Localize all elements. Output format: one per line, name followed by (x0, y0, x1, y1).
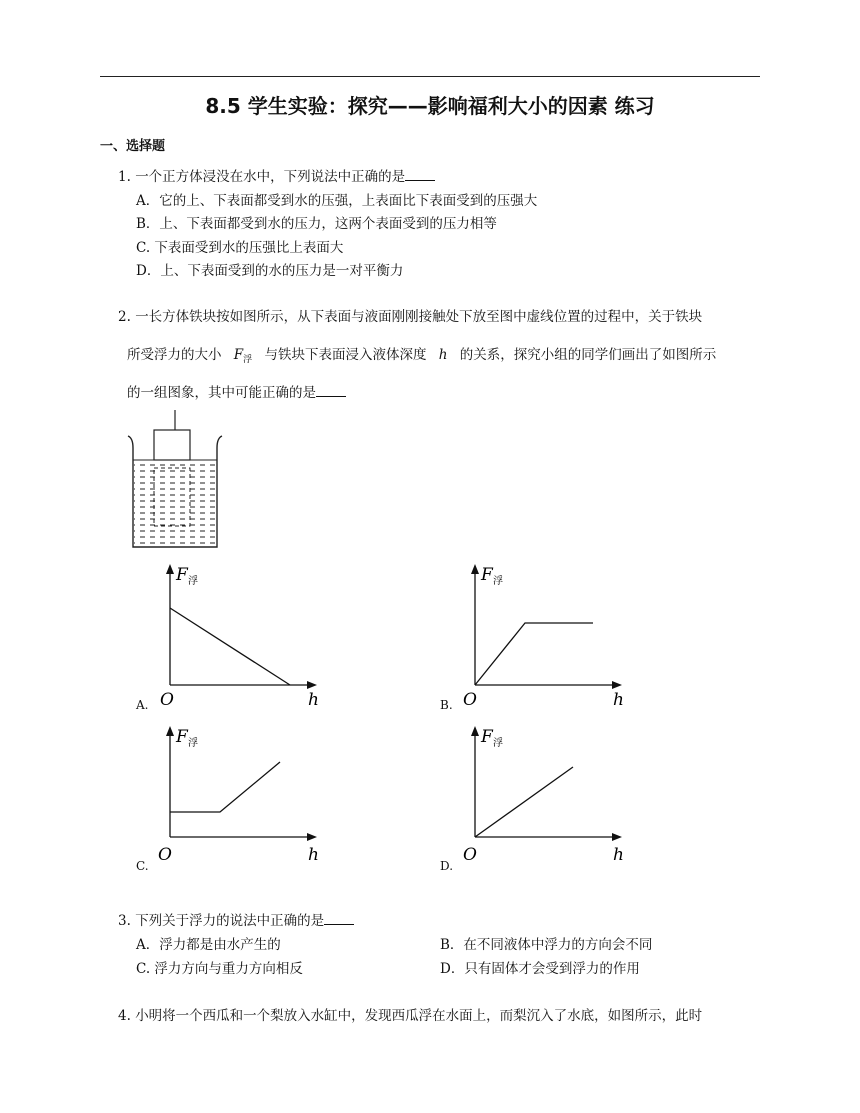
axis-x-label: h (613, 690, 624, 710)
graph-c[interactable] (150, 722, 330, 872)
graph-b-letter: B. (440, 698, 453, 712)
svg-text:浮: 浮 (493, 738, 503, 749)
graph-a[interactable] (150, 560, 330, 710)
svg-text:浮: 浮 (493, 576, 503, 587)
question-text: 的关系，探究小组的同学们画出了如图所示 (459, 347, 717, 363)
graph-b[interactable] (455, 560, 635, 710)
answer-blank[interactable] (405, 168, 435, 181)
origin-label: O (160, 690, 174, 710)
origin-label: O (463, 845, 477, 865)
svg-text:浮: 浮 (188, 738, 198, 749)
option-d: D．只有固体才会受到浮力的作用 (440, 961, 640, 977)
option-a: A．浮力都是由水产生的 (136, 937, 281, 953)
origin-label: O (463, 690, 477, 710)
option-c: C. 浮力方向与重力方向相反 (136, 961, 303, 977)
axis-x-label: h (308, 845, 319, 865)
axis-y-label: F (176, 727, 188, 747)
origin-label: O (158, 845, 172, 865)
graph-d[interactable] (455, 722, 635, 872)
question-number: 2. (118, 309, 131, 325)
question-1-stem (118, 165, 435, 185)
question-2-line3 (127, 381, 346, 401)
question-number: 1. (118, 169, 131, 185)
buoyancy-symbol: $F_浮$ (233, 347, 253, 365)
answer-blank[interactable] (316, 384, 346, 397)
question-2-line2 (127, 343, 716, 365)
axis-y-label: F (481, 727, 493, 747)
option-d: D．上、下表面受到的水的压力是一对平衡力 (136, 263, 404, 279)
question-number: 3. (118, 913, 131, 929)
question-text: 一个正方体浸没在水中，下列说法中正确的是 (135, 169, 406, 185)
header-rule (100, 76, 760, 77)
axis-y-label: F (176, 565, 188, 585)
question-text: 与铁块下表面浸入液体深度 (264, 347, 427, 363)
axis-x-label: h (613, 845, 624, 865)
depth-symbol: h (438, 347, 448, 363)
question-number: 4. (118, 1008, 131, 1024)
question-text: 下列关于浮力的说法中正确的是 (135, 913, 325, 929)
answer-blank[interactable] (324, 912, 354, 925)
svg-text:浮: 浮 (188, 576, 198, 587)
graph-a-letter: A. (136, 698, 149, 712)
option-b: B．上、下表面都受到水的压力，这两个表面受到的压力相等 (136, 216, 497, 232)
question-text: 小明将一个西瓜和一个梨放入水缸中，发现西瓜浮在水面上，而梨沉入了水底，如图所示，此时 (135, 1008, 703, 1024)
question-2-line1 (118, 305, 702, 325)
graph-c-letter: C. (136, 859, 149, 873)
option-c: C. 下表面受到水的压强比上表面大 (136, 240, 344, 256)
section-heading: 一、选择题 (100, 139, 166, 154)
option-b: B．在不同液体中浮力的方向会不同 (440, 937, 653, 953)
graph-d-letter: D. (440, 859, 454, 873)
beaker-diagram (120, 408, 230, 553)
question-text: 所受浮力的大小 (127, 347, 222, 363)
page-title: 8.5 学生实验：探究——影响福利大小的因素 练习 (205, 94, 655, 118)
axis-x-label: h (308, 690, 319, 710)
option-a: A．它的上、下表面都受到水的压强，上表面比下表面受到的压强大 (136, 193, 538, 209)
question-4-stem (118, 1004, 702, 1024)
axis-y-label: F (481, 565, 493, 585)
question-text: 的一组图象，其中可能正确的是 (127, 385, 316, 401)
question-text: 一长方体铁块按如图所示，从下表面与液面刚刚接触处下放至图中虚线位置的过程中，关于铁块 (135, 309, 703, 325)
question-3-stem (118, 909, 354, 929)
